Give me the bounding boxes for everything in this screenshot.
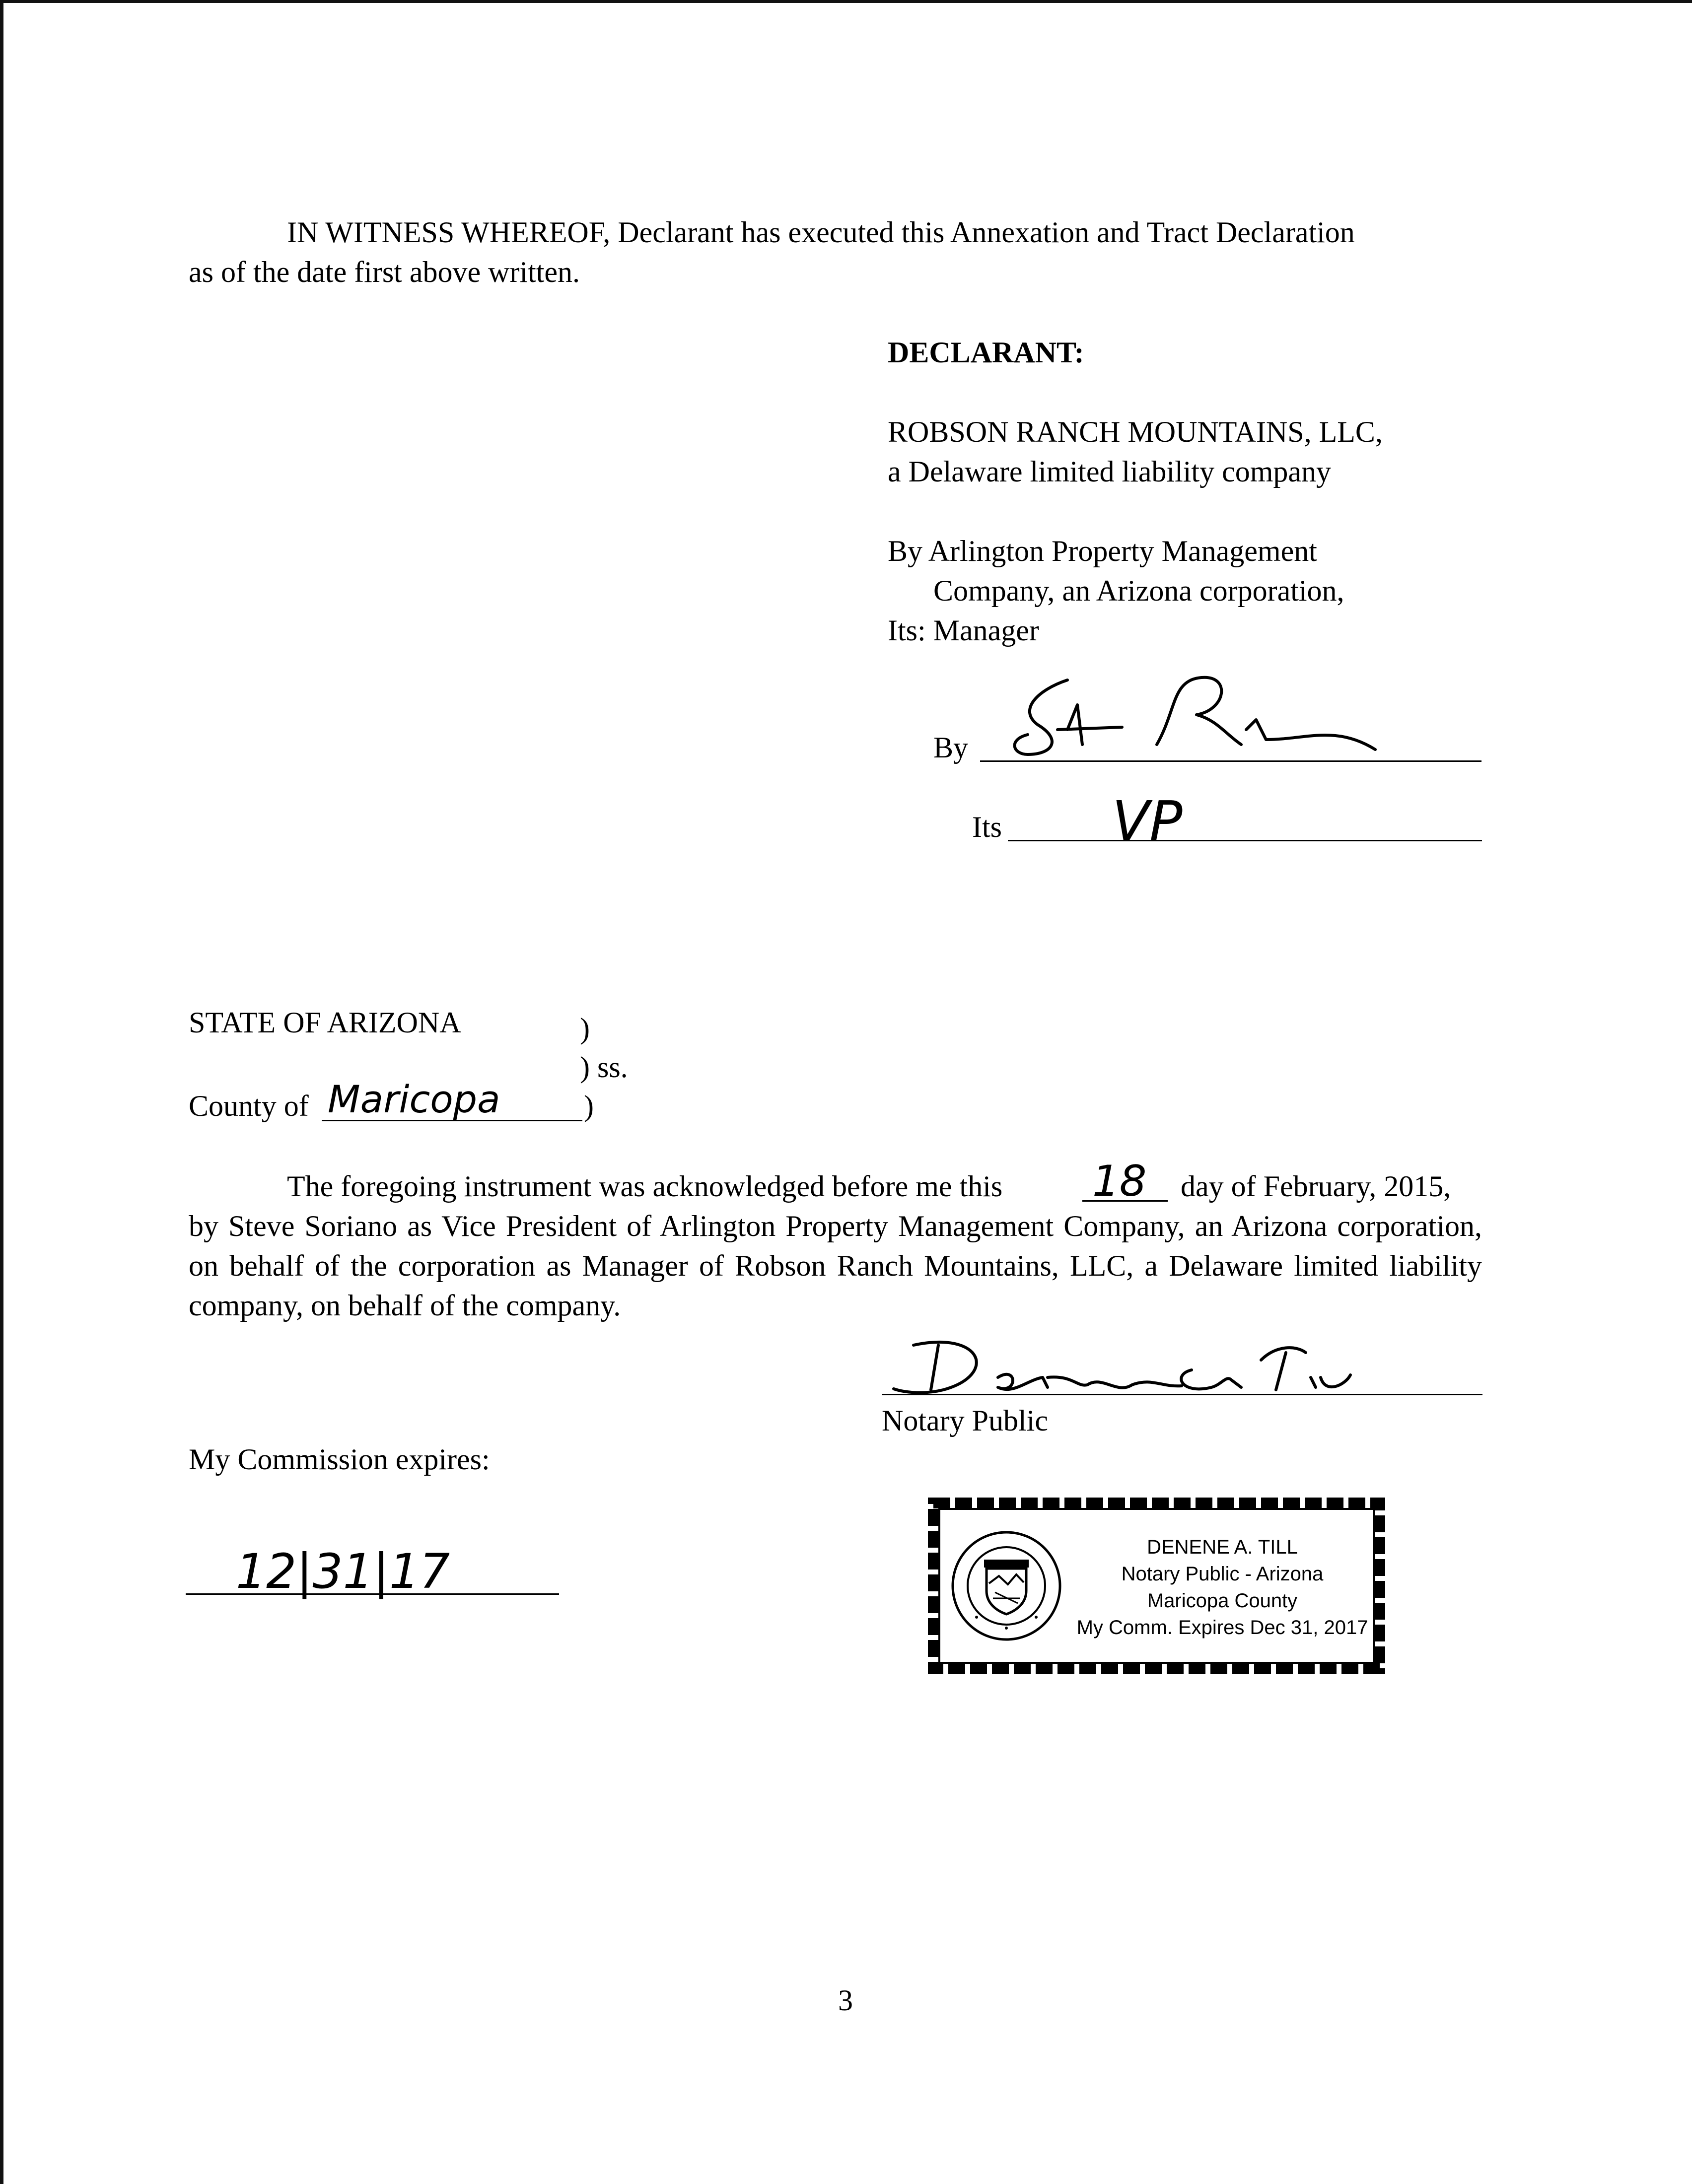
declarant-company-line-2: a Delaware limited liability company xyxy=(888,455,1332,488)
stamp-expires: My Comm. Expires Dec 31, 2017 xyxy=(1076,1617,1368,1638)
page-number: 3 xyxy=(838,1984,853,2017)
sig-by-label: By xyxy=(933,731,969,764)
commission-label: My Commission expires: xyxy=(189,1443,490,1476)
ack-paragraph: by Steve Soriano as Vice President of Arlington Property Management Company, an Arizona corporation, on behalf of the corporation as Manager of Robson Ranch Mountains, LLC, a Delaware limited liability company, on behalf of the company. xyxy=(189,1210,1482,1322)
county-handwritten: Maricopa xyxy=(328,1077,500,1121)
witness-line-2: as of the date first above written. xyxy=(189,256,580,288)
declarant-by-line-1: By Arlington Property Management xyxy=(888,535,1317,567)
scan-edge-left xyxy=(0,0,3,2184)
declarant-company-line-1: ROBSON RANCH MOUNTAINS, LLC, xyxy=(888,415,1383,448)
arizona-seal-icon xyxy=(949,1529,1063,1643)
ack-line-1-post: day of February, 2015, xyxy=(1181,1170,1451,1203)
sig-its-label: Its xyxy=(972,811,1002,843)
declarant-signature xyxy=(1008,670,1385,774)
declarant-heading: DECLARANT: xyxy=(888,336,1084,369)
notary-line xyxy=(882,1394,1482,1395)
venue-paren-1: ) xyxy=(580,1012,590,1045)
notary-stamp xyxy=(924,1494,1389,1678)
ack-line-1-pre: The foregoing instrument was acknowledged before me this xyxy=(287,1170,1003,1203)
sig-its-line xyxy=(1008,840,1482,841)
stamp-title: Notary Public - Arizona xyxy=(1121,1563,1324,1585)
notary-label: Notary Public xyxy=(882,1404,1048,1437)
ack-day-handwritten: 18 xyxy=(1092,1157,1147,1206)
witness-line-1: IN WITNESS WHEREOF, Declarant has executed this Annexation and Tract Declaration xyxy=(287,216,1355,249)
scan-edge-top xyxy=(0,0,1692,3)
stamp-text xyxy=(1068,1534,1376,1641)
venue-ss: ) ss. xyxy=(580,1051,628,1084)
venue-state: STATE OF ARIZONA xyxy=(189,1006,461,1039)
venue-county-label: County of xyxy=(189,1090,309,1122)
its-handwritten-title: VP xyxy=(1112,789,1183,853)
declarant-by-line-2: Company, an Arizona corporation, xyxy=(933,574,1344,607)
commission-date-handwritten: 12|31|17 xyxy=(236,1544,450,1599)
declarant-its-line: Its: Manager xyxy=(888,614,1039,647)
venue-paren-3: ) xyxy=(584,1090,594,1122)
stamp-county: Maricopa County xyxy=(1147,1590,1298,1612)
stamp-name: DENENE A. TILL xyxy=(1147,1536,1298,1558)
